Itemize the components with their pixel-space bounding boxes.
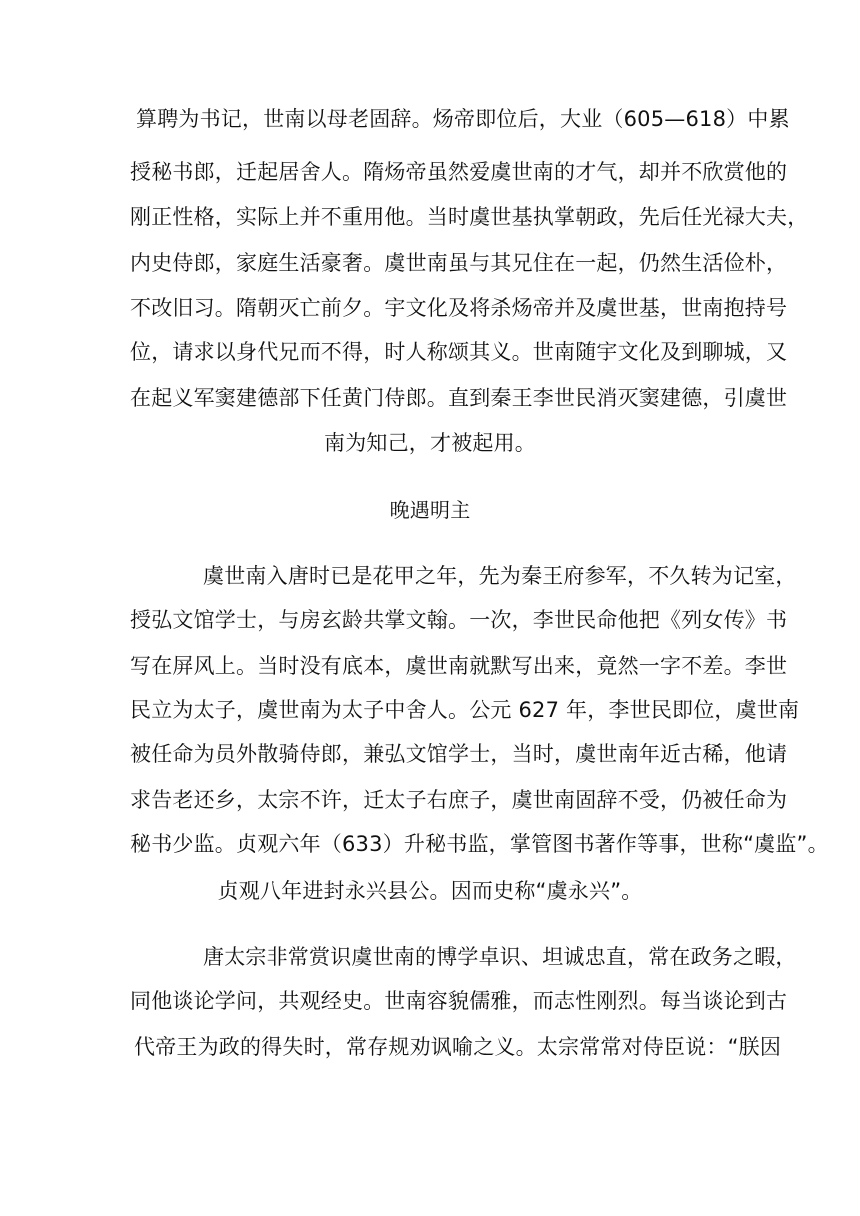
- paragraph-1-line-7: 在起义军窦建德部下任黄门侍郎。直到秦王李世民消灭窦建德，引虞世: [130, 386, 788, 410]
- paragraph-2-line-4: 民立为太子，虞世南为太子中舍人。公元 627 年，李世民即位，虞世南: [130, 698, 800, 722]
- paragraph-2-line-1: 虞世南入唐时已是花甲之年，先为秦王府参军，不久转为记室，: [203, 564, 797, 588]
- paragraph-2-line-2: 授弘文馆学士，与房玄龄共掌文翰。一次，李世民命他把《列女传》书: [130, 608, 788, 632]
- paragraph-2-line-8: 贞观八年进封永兴县公。因而史称“虞永兴”。: [217, 879, 643, 903]
- paragraph-2-line-7: 秘书少监。贞观六年（633）升秘书监，掌管图书著作等事，世称“虞监”。: [130, 832, 829, 856]
- paragraph-1-line-5: 不改旧习。隋朝灭亡前夕。宇文化及将杀炀帝并及虞世基，世南抱持号: [130, 296, 788, 320]
- paragraph-3-line-1: 唐太宗非常赏识虞世南的博学卓识、坦诚忠直，常在政务之暇，: [203, 945, 797, 969]
- paragraph-1-line-2: 授秘书郎，迁起居舍人。隋炀帝虽然爱虞世南的才气，却并不欣赏他的: [130, 160, 788, 184]
- section-heading: 晚遇明主: [389, 498, 471, 522]
- paragraph-3-line-3: 代帝王为政的得失时，常存规劝讽喻之义。太宗常常对侍臣说：“朕因: [134, 1035, 782, 1059]
- paragraph-2-line-3: 写在屏风上。当时没有底本，虞世南就默写出来，竟然一字不差。李世: [130, 654, 788, 678]
- paragraph-1-line-4: 内史侍郎，家庭生活豪奢。虞世南虽与其兄住在一起，仍然生活俭朴，: [130, 251, 788, 275]
- paragraph-2-line-6: 求告老还乡，太宗不许，迁太子右庶子，虞世南固辞不受，仍被任命为: [130, 788, 788, 812]
- paragraph-1-line-3: 刚正性格，实际上并不重用他。当时虞世基执掌朝政，先后任光禄大夫，: [130, 205, 809, 229]
- paragraph-1-line-1: 算聘为书记，世南以母老固辞。炀帝即位后，大业（605—618）中累: [136, 107, 790, 131]
- paragraph-1-line-8: 南为知己，才被起用。: [324, 431, 536, 455]
- paragraph-1-line-6: 位，请求以身代兄而不得，时人称颂其义。世南随宇文化及到聊城，又: [130, 340, 788, 364]
- paragraph-3-line-2: 同他谈论学问，共观经史。世南容貌儒雅，而志性刚烈。每当谈论到古: [130, 989, 788, 1013]
- paragraph-2-line-5: 被任命为员外散骑侍郎，兼弘文馆学士，当时，虞世南年近古稀，他请: [130, 742, 788, 766]
